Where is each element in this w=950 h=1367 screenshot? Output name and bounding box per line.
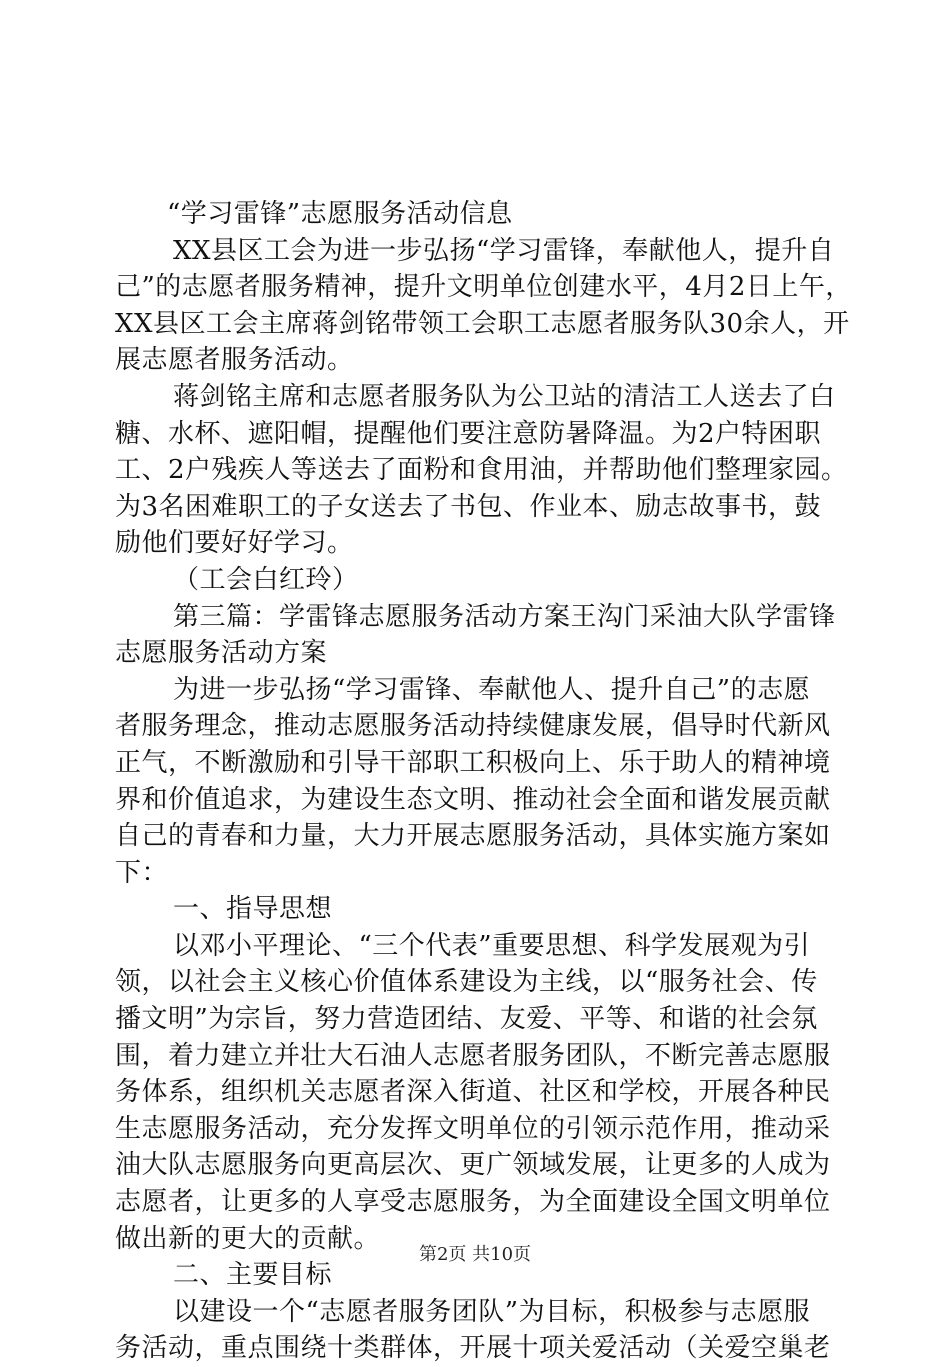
paragraph-line: 糖、水杯、遮阳帽，提醒他们要注意防暑降温。为2户特困职 bbox=[115, 418, 822, 449]
section-heading: 一、指导思想 bbox=[173, 894, 333, 925]
paragraph-line: 为3名困难职工的子女送去了书包、作业本、励志故事书，鼓 bbox=[115, 491, 822, 522]
paragraph-line: 界和价值追求，为建设生态文明、推动社会全面和谐发展贡献 bbox=[115, 784, 831, 815]
section-heading: 二、主要目标 bbox=[173, 1260, 333, 1291]
chapter-heading: 第三篇：学雷锋志愿服务活动方案王沟门采油大队学雷锋 bbox=[173, 601, 836, 632]
paragraph-line: 下： bbox=[115, 857, 169, 888]
paragraph-line: 围，着力建立并壮大石油人志愿者服务团队，不断完善志愿服 bbox=[115, 1040, 831, 1071]
paragraph-line: 做出新的更大的贡献。 bbox=[115, 1223, 381, 1254]
paragraph-line: 蒋剑铭主席和志愿者服务队为公卫站的清洁工人送去了白 bbox=[173, 381, 836, 412]
author-credit: （工会白红玲） bbox=[173, 564, 359, 595]
paragraph-line: 领，以社会主义核心价值体系建设为主线，以“服务社会、传 bbox=[115, 967, 818, 998]
paragraph-line: 以邓小平理论、“三个代表”重要思想、科学发展观为引 bbox=[173, 930, 811, 961]
section-title: “学习雷锋”志愿服务活动信息 bbox=[167, 199, 513, 229]
paragraph-line: 工、2户残疾人等送去了面粉和食用油，并帮助他们整理家园。 bbox=[115, 455, 848, 486]
paragraph-line: 播文明”为宗旨，努力营造团结、友爱、平等、和谐的社会氛 bbox=[115, 1004, 818, 1035]
paragraph-line: XX县区工会为进一步弘扬“学习雷锋，奉献他人，提升自 bbox=[173, 235, 835, 266]
paragraph-line: 正气，不断激励和引导干部职工积极向上、乐于助人的精神境 bbox=[115, 747, 831, 778]
paragraph-line: 者服务理念，推动志愿服务活动持续健康发展，倡导时代新风 bbox=[115, 711, 831, 742]
paragraph-line: 为进一步弘扬“学习雷锋、奉献他人、提升自己”的志愿 bbox=[173, 674, 811, 705]
page-number-footer: 第2页 共10页 bbox=[418, 1244, 532, 1265]
paragraph-line: 以建设一个“志愿者服务团队”为目标，积极参与志愿服 bbox=[173, 1296, 811, 1327]
paragraph-line: 务体系，组织机关志愿者深入街道、社区和学校，开展各种民 bbox=[115, 1077, 831, 1108]
paragraph-line: 志愿者，让更多的人享受志愿服务，为全面建设全国文明单位 bbox=[115, 1187, 831, 1218]
paragraph-line: 油大队志愿服务向更高层次、更广领域发展，让更多的人成为 bbox=[115, 1150, 831, 1181]
chapter-heading: 志愿服务活动方案 bbox=[115, 638, 328, 669]
paragraph-line: 展志愿者服务活动。 bbox=[115, 345, 354, 376]
document-body bbox=[115, 196, 852, 1367]
paragraph-line: 励他们要好好学习。 bbox=[115, 528, 354, 559]
paragraph-line: 自己的青春和力量，大力开展志愿服务活动，具体实施方案如 bbox=[115, 821, 831, 852]
paragraph-line: XX县区工会主席蒋剑铭带领工会职工志愿者服务队30余人，开 bbox=[115, 308, 850, 339]
paragraph-line: 生志愿服务活动，充分发挥文明单位的引领示范作用，推动采 bbox=[115, 1113, 831, 1144]
paragraph-line: 己”的志愿者服务精神，提升文明单位创建水平，4月2日上午， bbox=[115, 272, 852, 303]
paragraph-line: 务活动，重点围绕十类群体，开展十项关爱活动（关爱空巢老 bbox=[115, 1333, 831, 1364]
